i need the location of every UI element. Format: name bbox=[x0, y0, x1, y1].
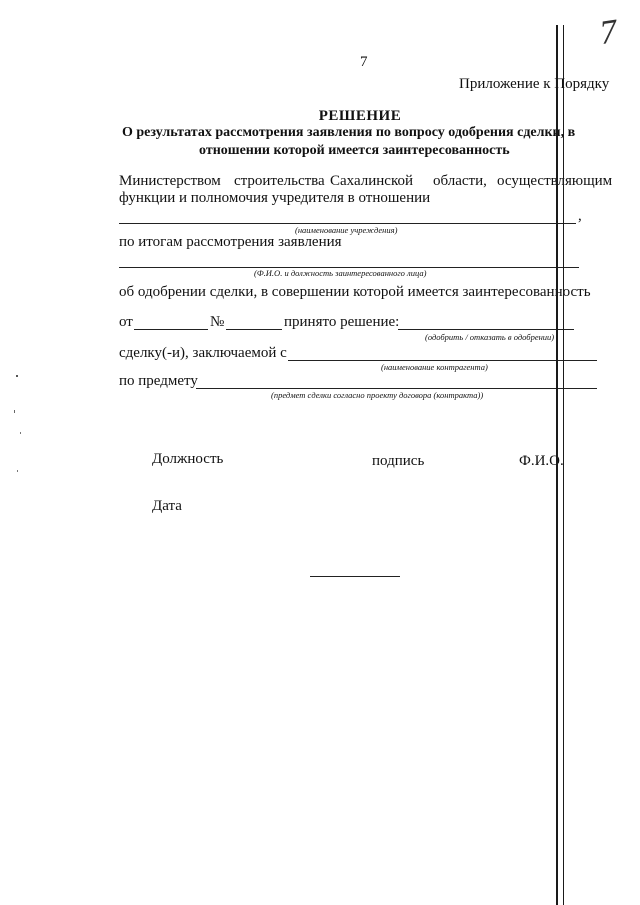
decision-label: принято решение: bbox=[284, 314, 400, 330]
handwritten-page-number: 7 bbox=[597, 13, 620, 53]
scan-speck bbox=[17, 470, 18, 472]
decision-fill-line bbox=[398, 329, 574, 330]
document-subtitle-line1: О результатах рассмотрения заявления по вопросу одобрения сделки, в bbox=[122, 125, 576, 140]
para-word-1: Министерством bbox=[119, 173, 221, 189]
caption-counterparty: (наименование контрагента) bbox=[381, 362, 488, 372]
para-word-5: осуществляющим bbox=[497, 173, 613, 189]
date-fill-line bbox=[134, 329, 208, 330]
para-word-4: области, bbox=[433, 173, 487, 189]
caption-decision: (одобрить / отказать в одобрении) bbox=[425, 332, 555, 342]
document-subtitle-line2: отношении которой имеется заинтересованность bbox=[199, 143, 510, 158]
para-word-3: Сахалинской bbox=[330, 173, 414, 189]
subject-fill-line bbox=[196, 388, 597, 389]
caption-institution: (наименование учреждения) bbox=[295, 225, 398, 235]
page-number: 7 bbox=[360, 54, 368, 70]
scan-speck bbox=[20, 432, 21, 434]
number-label: № bbox=[210, 314, 225, 330]
para-word-2: строительства bbox=[234, 173, 325, 189]
approval-text: об одобрении сделки, в совершении которой имеется заинтересованность bbox=[119, 284, 591, 300]
document-title: РЕШЕНИЕ bbox=[318, 108, 402, 124]
institution-comma: , bbox=[578, 208, 582, 224]
deal-label: сделку(-и), заключаемой с bbox=[119, 345, 287, 361]
binding-line-left bbox=[556, 25, 558, 905]
number-fill-line bbox=[226, 329, 282, 330]
by-results-label: по итогам рассмотрения заявления bbox=[119, 234, 342, 250]
date-label: Дата bbox=[152, 498, 182, 514]
caption-person: (Ф.И.О. и должность заинтересованного лица) bbox=[254, 268, 427, 278]
subject-label: по предмету bbox=[119, 373, 198, 389]
binding-line-right bbox=[563, 25, 564, 905]
appendix-label: Приложение к Порядку bbox=[459, 76, 610, 92]
caption-subject: (предмет сделки согласно проекту договора (контракта)) bbox=[271, 390, 484, 400]
para-line-2: функции и полномочия учредителя в отношении bbox=[119, 190, 431, 206]
position-label: Должность bbox=[152, 451, 224, 467]
institution-fill-line bbox=[119, 223, 576, 224]
scan-speck bbox=[14, 410, 15, 413]
closing-rule bbox=[310, 576, 400, 577]
from-label: от bbox=[119, 314, 133, 330]
fio-label: Ф.И.О. bbox=[519, 453, 564, 469]
signature-label: подпись bbox=[372, 453, 425, 469]
scan-speck bbox=[16, 375, 18, 377]
counterparty-fill-line bbox=[288, 360, 597, 361]
